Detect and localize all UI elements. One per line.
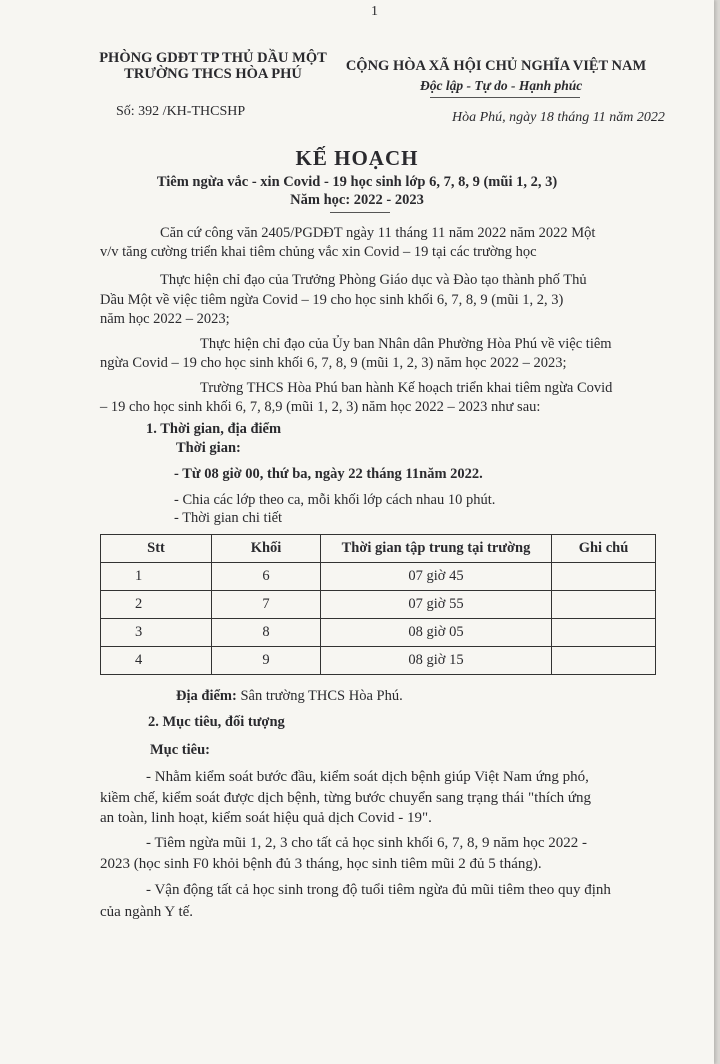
goal-3-line-2: của ngành Y tế.	[100, 904, 194, 920]
org-line-1: PHÒNG GDĐT TP THỦ DẦU MỘT	[99, 50, 327, 66]
cell-stt: 1	[101, 563, 212, 591]
place-line	[176, 688, 403, 705]
document-subtitle: Tiêm ngừa vắc - xin Covid - 19 học sinh lớp 6, 7, 8, 9 (mũi 1, 2, 3)	[156, 174, 558, 190]
schedule-table	[100, 534, 656, 675]
goal-label: Mục tiêu:	[150, 742, 210, 758]
motto-underline	[430, 97, 580, 98]
section-1-heading: 1. Thời gian, địa điểm	[146, 421, 282, 437]
para-2-line-3: năm học 2022 – 2023;	[100, 311, 230, 327]
cell-time: 07 giờ 55	[321, 591, 552, 619]
table-row	[101, 647, 656, 675]
goal-1-line-3: an toàn, linh hoạt, kiểm soát hiệu quả dịch Covid - 19".	[100, 810, 432, 826]
cell-grade: 7	[212, 591, 321, 619]
time-bullet-2: - Thời gian chi tiết	[174, 510, 283, 526]
cell-note	[552, 619, 656, 647]
cell-time: 08 giờ 05	[321, 619, 552, 647]
time-value: - Từ 08 giờ 00, thứ ba, ngày 22 tháng 11năm 2022.	[174, 466, 483, 482]
cell-grade: 9	[212, 647, 321, 675]
table-row	[101, 563, 656, 591]
para-1-line-2: v/v tăng cường triển khai tiêm chủng vắc xin Covid – 19 tại các trường học	[100, 244, 537, 260]
goal-3-line-1: - Vận động tất cả học sinh trong độ tuổi tiêm ngừa đủ mũi tiêm theo quy định	[146, 882, 611, 898]
para-3-line-1: Thực hiện chỉ đạo của Ủy ban Nhân dân Phường Hòa Phú về việc tiêm	[200, 336, 612, 352]
goal-2-line-2: 2023 (học sinh F0 khỏi bệnh đủ 3 tháng, học sinh tiêm mũi 2 đủ 5 tháng).	[100, 856, 542, 872]
para-3-line-2: ngừa Covid – 19 cho học sinh khối 6, 7, 8, 9 (mũi 1, 2, 3) năm học 2022 – 2023;	[100, 355, 567, 371]
cell-time: 07 giờ 45	[321, 563, 552, 591]
school-year: Năm học: 2022 - 2023	[290, 192, 424, 208]
table-row	[101, 619, 656, 647]
title-underline	[330, 212, 390, 213]
para-1-line-1: Căn cứ công văn 2405/PGDĐT ngày 11 tháng 11 năm 2022 năm 2022 Một	[160, 225, 596, 241]
document-number: Số: 392 /KH-THCSHP	[116, 104, 246, 119]
national-motto: Độc lập - Tự do - Hạnh phúc	[420, 78, 583, 93]
place-value: Sân trường THCS Hòa Phú.	[236, 688, 403, 704]
document-date: Hòa Phú, ngày 18 tháng 11 năm 2022	[452, 110, 665, 125]
cell-stt: 2	[101, 591, 212, 619]
org-line-2: TRƯỜNG THCS HÒA PHÚ	[124, 66, 302, 82]
issuing-organization	[88, 50, 338, 82]
header-note: Ghi chú	[552, 535, 656, 563]
goal-1-line-1: - Nhằm kiểm soát bước đầu, kiểm soát dịch bệnh giúp Việt Nam ứng phó,	[146, 769, 589, 785]
table-header-row	[101, 535, 656, 563]
goal-2-line-1: - Tiêm ngừa mũi 1, 2, 3 cho tất cả học sinh khối 6, 7, 8, 9 năm học 2022 -	[146, 835, 587, 851]
section-2-heading: 2. Mục tiêu, đối tượng	[148, 714, 285, 730]
cell-stt: 4	[101, 647, 212, 675]
cell-time: 08 giờ 15	[321, 647, 552, 675]
header-stt: Stt	[101, 535, 212, 563]
header-time: Thời gian tập trung tại trường	[321, 535, 552, 563]
cell-note	[552, 647, 656, 675]
page-number: 1	[371, 4, 378, 19]
cell-grade: 8	[212, 619, 321, 647]
header-grade: Khối	[212, 535, 321, 563]
para-4-line-1: Trường THCS Hòa Phú ban hành Kế hoạch triển khai tiêm ngừa Covid	[200, 380, 613, 396]
place-label: Địa điểm:	[176, 688, 237, 704]
cell-note	[552, 591, 656, 619]
time-bullet-1: - Chia các lớp theo ca, mỗi khối lớp cách nhau 10 phút.	[174, 492, 496, 508]
goal-1-line-2: kiềm chế, kiểm soát được dịch bệnh, từng bước chuyển sang trạng thái "thích ứng	[100, 790, 592, 806]
cell-grade: 6	[212, 563, 321, 591]
republic-heading: CỘNG HÒA XÃ HỘI CHỦ NGHĨA VIỆT NAM	[345, 58, 647, 74]
document-title: KẾ HOẠCH	[295, 146, 419, 170]
para-4-line-2: – 19 cho học sinh khối 6, 7, 8,9 (mũi 1, 2, 3) năm học 2022 – 2023 như sau:	[100, 399, 541, 415]
cell-stt: 3	[101, 619, 212, 647]
cell-note	[552, 563, 656, 591]
para-2-line-1: Thực hiện chỉ đạo của Trưởng Phòng Giáo dục và Đào tạo thành phố Thủ	[160, 272, 587, 288]
para-2-line-2: Dầu Một về việc tiêm ngừa Covid – 19 cho học sinh khối 6, 7, 8, 9 (mũi 1, 2, 3)	[100, 292, 564, 308]
table-row	[101, 591, 656, 619]
time-label: Thời gian:	[176, 440, 241, 456]
